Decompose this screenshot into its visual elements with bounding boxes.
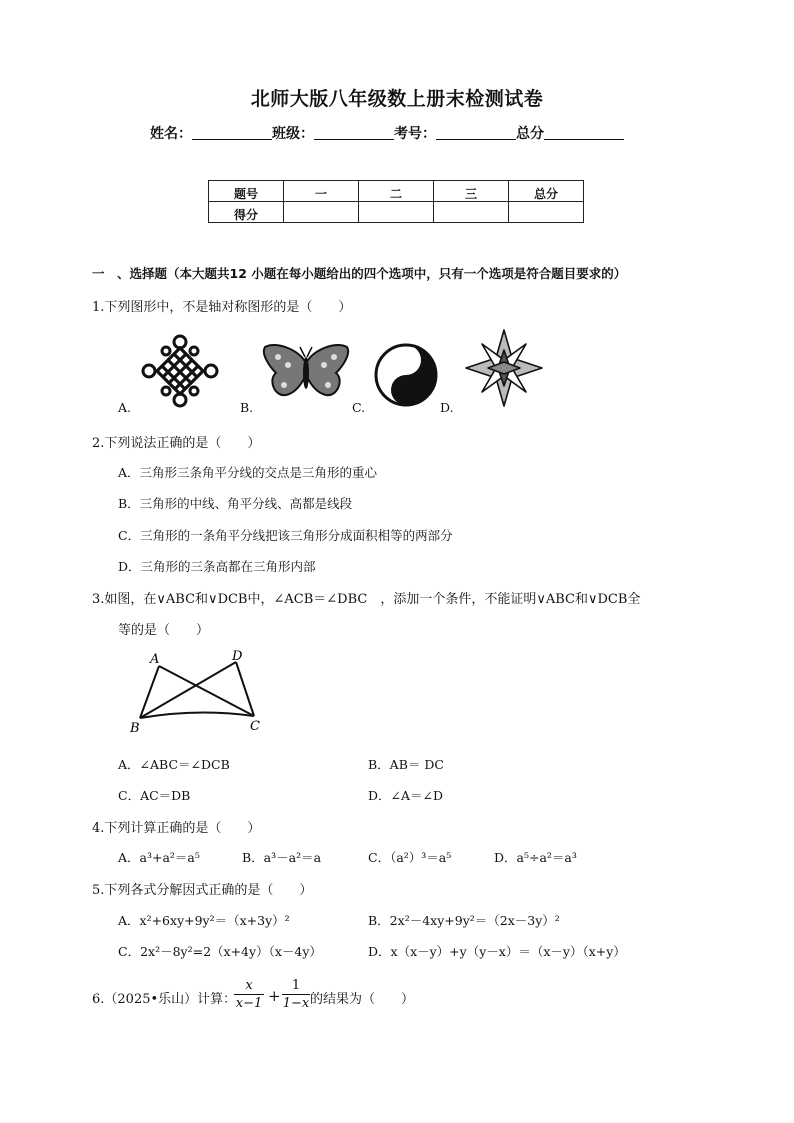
option-c-label: C. (352, 400, 366, 415)
total-score-blank[interactable] (544, 125, 624, 140)
question-3-option-c: C．AC＝DB (118, 788, 191, 803)
section-heading: 一 、选择题（本大题共12 小题在每小题给出的四个选项中，只有一个选项是符合题目要求的） (92, 266, 627, 281)
score-table-header-row (209, 181, 584, 202)
vertex-d-label: D (232, 649, 243, 664)
question-5-stem: 5.下列各式分解因式正确的是（ ） (92, 883, 313, 898)
score-table-input-cell[interactable] (359, 202, 434, 223)
question-4-option-b: B．a³－a²＝a (242, 850, 322, 865)
score-table-cell: 二 (359, 181, 434, 202)
vertex-a-label: A (150, 652, 160, 667)
question-4-option-a: A．a³+a²＝a⁵ (118, 850, 200, 865)
total-score-label: 总分 (516, 126, 544, 142)
page-title: 北师大版八年级数上册末检测试卷 (250, 88, 544, 110)
question-2-stem: 2.下列说法正确的是（ ） (92, 436, 261, 451)
option-d-label: D. (440, 400, 454, 415)
score-table (208, 180, 584, 223)
question-3-option-b: B．AB＝ DC (368, 757, 444, 772)
question-2-option-d: D．三角形的三条高都在三角形内部 (118, 559, 316, 574)
score-table-input-cell[interactable] (284, 202, 359, 223)
vertex-c-label: C (250, 719, 260, 734)
question-2-option-c: C．三角形的一条角平分线把该三角形分成面积相等的两部分 (118, 528, 453, 543)
score-table-cell: 一 (284, 181, 359, 202)
butterfly-icon (262, 343, 350, 407)
exam-number-label: 考号： (394, 126, 436, 142)
question-4-option-c: C．（a²）³＝a⁵ (368, 850, 452, 865)
question-2-option-b: B．三角形的中线、角平分线、高都是线段 (118, 496, 353, 511)
student-info-line (150, 123, 624, 143)
class-label: 班级： (272, 126, 314, 142)
question-5-option-c: C．2x²－8y²=2（x+4y）（x－4y） (118, 944, 322, 959)
fraction-2 (282, 978, 310, 1013)
question-3-option-d: D．∠A＝∠D (368, 788, 444, 803)
fraction-1-denominator: x−1 (235, 996, 263, 1011)
question-3-stem-line2: 等的是（ ） (118, 623, 210, 638)
question-1-stem: 1.下列图形中，不是轴对称图形的是（ ） (92, 300, 352, 315)
question-3-option-a: A．∠ABC＝∠DCB (118, 757, 230, 772)
question-4-stem: 4.下列计算正确的是（ ） (92, 821, 261, 836)
compass-star-icon (462, 328, 546, 408)
triangle-figure (128, 648, 272, 738)
fraction-1 (234, 978, 264, 1013)
exam-number-blank[interactable] (436, 125, 516, 140)
question-5-option-a: A．x²+6xy+9y²＝（x+3y）² (118, 913, 290, 928)
name-label: 姓名： (150, 126, 192, 142)
chinese-knot-icon (140, 333, 220, 409)
fraction-2-numerator: 1 (282, 978, 310, 995)
score-table-input-cell[interactable] (434, 202, 509, 223)
question-5-option-d: D．x（x－y）+y（y－x）＝（x－y）（x+y） (368, 944, 626, 959)
fraction-1-numerator: x (234, 978, 264, 995)
vertex-b-label: B (130, 721, 140, 736)
question-5-option-b: B．2x²－4xy+9y²＝（2x－3y）² (368, 913, 560, 928)
plus-sign: + (268, 987, 281, 1005)
name-blank[interactable] (192, 125, 272, 140)
option-a-label: A. (118, 400, 132, 415)
question-4-option-d: D．a⁵÷a²＝a³ (494, 850, 577, 865)
score-table-score-row (209, 202, 584, 223)
fraction-2-denominator: 1−x (282, 996, 310, 1011)
score-table-cell: 题号 (209, 181, 284, 202)
class-blank[interactable] (314, 125, 394, 140)
score-table-cell: 得分 (209, 202, 284, 223)
question-6-prefix: 6.（2025•乐山）计算： (92, 992, 237, 1007)
question-6-suffix: 的结果为（ ） (310, 992, 415, 1007)
yin-yang-icon (374, 343, 438, 407)
option-b-label: B. (240, 400, 254, 415)
score-table-input-cell[interactable] (509, 202, 584, 223)
score-table-cell: 总分 (509, 181, 584, 202)
question-2-option-a: A．三角形三条角平分线的交点是三角形的重心 (118, 465, 378, 480)
score-table-cell: 三 (434, 181, 509, 202)
question-3-stem-line1: 3.如图，在∨ABC和∨DCB中，∠ACB＝∠DBC ，添加一个条件，不能证明∨ABC和∨DCB全 (92, 592, 641, 607)
